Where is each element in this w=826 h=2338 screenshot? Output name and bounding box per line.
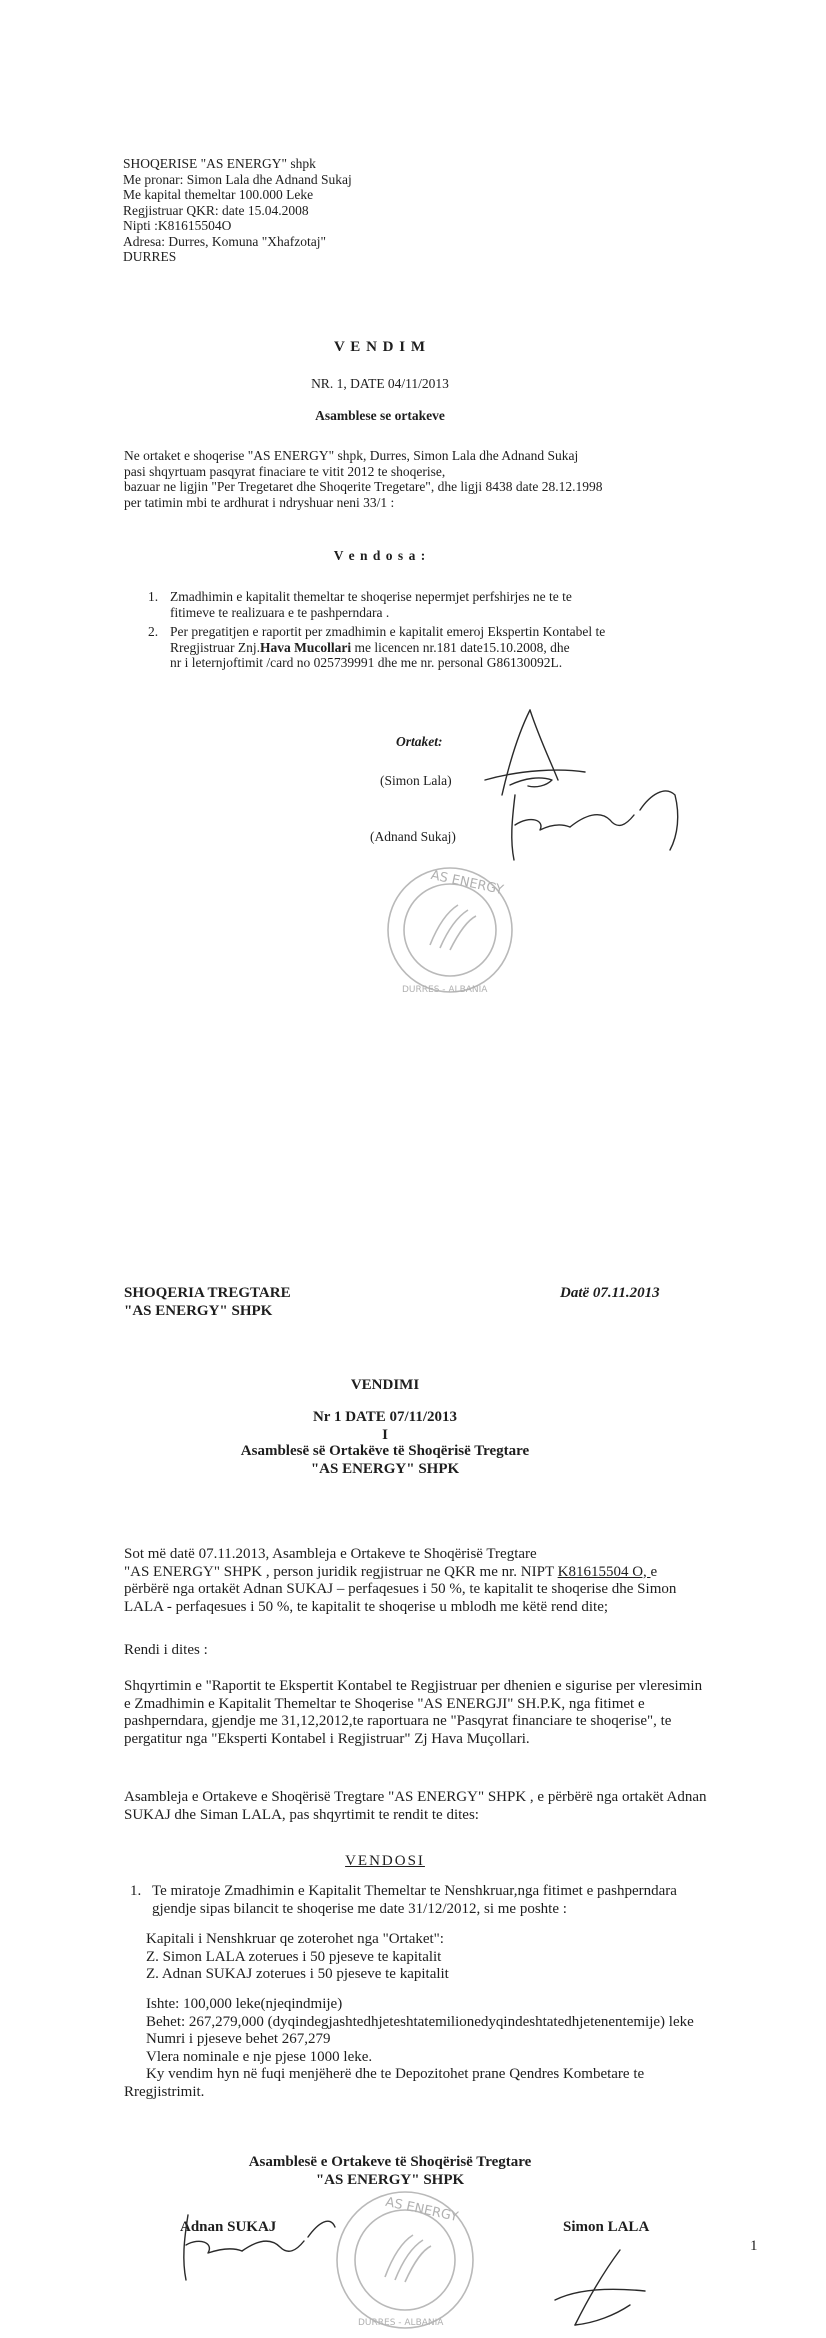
item-text: Zmadhimin e kapitalit themeltar te shoqerise nepermjet perfshirjes ne te te [170,589,572,604]
agenda-line: Shqyrtimin e "Raportit te Ekspertit Kontabel te Regjistruar per dhenien e sigurise per vleresimin [124,1678,703,1694]
decision-number: NR. 1, DATE 04/11/2013 [311,376,449,391]
signature-adnan-sukaj [170,2205,340,2285]
header-line: Regjistruar QKR: date 15.04.2008 [123,202,309,218]
item-text: me licencen nr.181 date15.10.2008, dhe [351,639,570,655]
decision-heading: VENDOSI [345,1853,425,1869]
header-line: Me kapital themeltar 100.000 Leke [123,187,314,202]
expert-name: Hava Mucollari [259,639,352,655]
decision-item-2 [148,624,605,671]
stamp-text: AS ENERGY [384,2194,460,2225]
item-number: 1. [148,589,159,604]
capital-values [124,1996,694,2101]
value-line: Ishte: 100,000 leke(njeqindmije) [146,1996,343,2012]
preamble-line: bazuar ne ligjin "Per Tregetaret dhe Shoqerite Tregetare", dhe ligji 8438 date 28.12.1998 [124,479,603,494]
item-number: 2. [148,624,159,639]
company-block [124,1285,291,1320]
assembly-title [200,1443,570,1478]
decision-number: Nr 1 DATE 07/11/2013 [312,1409,458,1425]
intro-paragraph [124,1546,676,1616]
decision-item-1 [130,1883,677,1918]
nipt-number: K81615504 O, [557,1563,651,1580]
intro-line: përbërë nga ortakët Adnan SUKAJ – perfaqesues i 50 %, te kapitalit te shoqerise dhe Simon [124,1581,677,1597]
value-line: Vlera nominale e nje pjese 1000 leke. [146,2048,373,2065]
signers-title: Ortaket: [396,734,443,749]
header-line: DURRES [123,249,177,264]
decision-subtitle: Asamblese se ortakeve [315,408,445,423]
footer-line: Asamblesë e Ortakeve të Shoqërisë Tregtare [248,2154,532,2170]
item-number: 1. [130,1883,142,1899]
item-text: Per pregatitjen e raportit per zmadhimin e kapitalit emeroj Ekspertin Kontabel te [170,624,606,639]
roman-numeral: I [382,1427,388,1443]
stamp-city: DURRES - ALBANIA [358,2318,444,2328]
company-line: SHOQERIA TREGTARE [124,1285,291,1301]
header-line: Me pronar: Simon Lala dhe Adnand Sukaj [123,171,352,187]
preamble [124,448,603,510]
item-text: nr i leternjoftimit /card no 025739991 dhe me nr. personal G86130092L. [170,655,563,670]
signature-simon-lala [545,2245,655,2335]
agenda-line: pashperndara, gjendje me 31,12,2012,te raportuara ne "Pasqyrat financiare te shoqerise", te [124,1713,672,1729]
signer-simon-lala: (Simon Lala) [380,773,452,788]
preamble-line: pasi shqyrtuam pasqyrat finaciare te vitit 2012 te shoqerise, [124,463,446,479]
assembly-paragraph-line: SUKAJ dhe Siman LALA, pas shqyrtimit te rendit te dites: [124,1806,479,1823]
header-line: Adresa: Durres, Komuna "Xhafzotaj" [123,233,326,249]
signer-adnand-sukaj: (Adnand Sukaj) [370,829,456,844]
signature-adnand-sukaj [500,775,690,865]
signer-adnan-sukaj: Adnan SUKAJ [180,2219,277,2235]
item-text: Rregjistruar Znj. [170,639,260,655]
intro-line [124,1564,676,1582]
assembly-line: "AS ENERGY" SHPK [310,1460,460,1477]
capital-owners [146,1931,449,1984]
decision-item-1 [148,589,572,620]
company-stamp [330,2185,480,2335]
agenda-line: pergatitur nga "Eksperti Kontabel i Regjistruar" Zj Hava Muçollari. [124,1730,530,1747]
assembly-paragraph-line: Asambleja e Ortakeve e Shoqërisë Tregtare "AS ENERGY" SHPK , e përbërë nga ortakët Adnan [124,1789,707,1805]
decision-heading: V e n d o s a : [333,548,427,563]
preamble-line: Ne ortaket e shoqerise "AS ENERGY" shpk, Durres, Simon Lala dhe Adnand Sukaj [124,448,579,463]
stamp-text: AS ENERGY [429,868,505,899]
item-text-row [148,640,605,656]
header-line: Nipti :K81615504O [123,218,232,233]
header-line: SHOQERISE "AS ENERGY" shpk [123,156,316,171]
item-text: gjendje sipas bilancit te shoqerise me date 31/12/2012, si me poshte : [152,1900,567,1917]
stamp-city: DURRES - ALBANIA [402,985,488,995]
decision-title: V E N D I M [334,339,426,355]
intro-text: "AS ENERGY" SHPK , person juridik regjistruar ne QKR me nr. NIPT [124,1563,558,1580]
value-line: Rregjistrimit. [124,2083,205,2100]
capital-line: Z. Adnan SUKAJ zoterues i 50 pjeseve te kapitalit [146,1966,449,1982]
footer-title [220,2154,560,2189]
company-stamp [380,860,520,1000]
preamble-line: per tatimin mbi te ardhurat i ndryshuar neni 33/1 : [124,494,395,510]
signer-simon-lala: Simon LALA [563,2219,650,2235]
page-number: 1 [750,2238,758,2254]
decision-title: VENDIMI [350,1377,420,1393]
item-text: Te miratoje Zmadhimin e Kapitalit Themeltar te Nenshkruar,nga fitimet e pashperndara [152,1883,677,1899]
value-line: Ky vendim hyn në fuqi menjëherë dhe te Depozitohet prane Qendres Kombetare te [146,2066,645,2082]
company-line: "AS ENERGY" SHPK [124,1302,273,1319]
assembly-line: Asamblesë së Ortakëve të Shoqërisë Tregtare [240,1443,530,1459]
footer-line: "AS ENERGY" SHPK [315,2171,465,2188]
capital-line: Z. Simon LALA zoterues i 50 pjeseve te kapitalit [146,1948,442,1965]
intro-line: Sot më datë 07.11.2013, Asambleja e Ortakeve te Shoqërisë Tregtare [124,1546,537,1562]
value-line: Numri i pjeseve behet 267,279 [146,2031,331,2047]
assembly-paragraph [124,1789,707,1824]
intro-text: e [650,1563,658,1580]
capital-line: Kapitali i Nenshkruar qe zoterohet nga "Ortaket": [146,1931,444,1947]
company-header [123,156,352,265]
agenda-line: e Zmadhimin e Kapitalit Themeltar te Shoqerise "AS ENERGJI" SH.P.K, nga fitimet e [124,1695,645,1712]
value-line: Behet: 267,279,000 (dyqindegjashtedhjeteshtatemilionedyqindeshtatedhjetenentemije) leke [146,2013,694,2030]
agenda-label: Rendi i dites : [124,1642,208,1658]
agenda-paragraph [124,1678,702,1748]
document-date: Datë 07.11.2013 [560,1285,660,1301]
item-text: fitimeve te realizuara e te pashperndara . [170,604,390,620]
intro-line: LALA - perfaqesues i 50 %, te kapitalit te shoqerise u mblodh me këtë rend dite; [124,1598,609,1615]
